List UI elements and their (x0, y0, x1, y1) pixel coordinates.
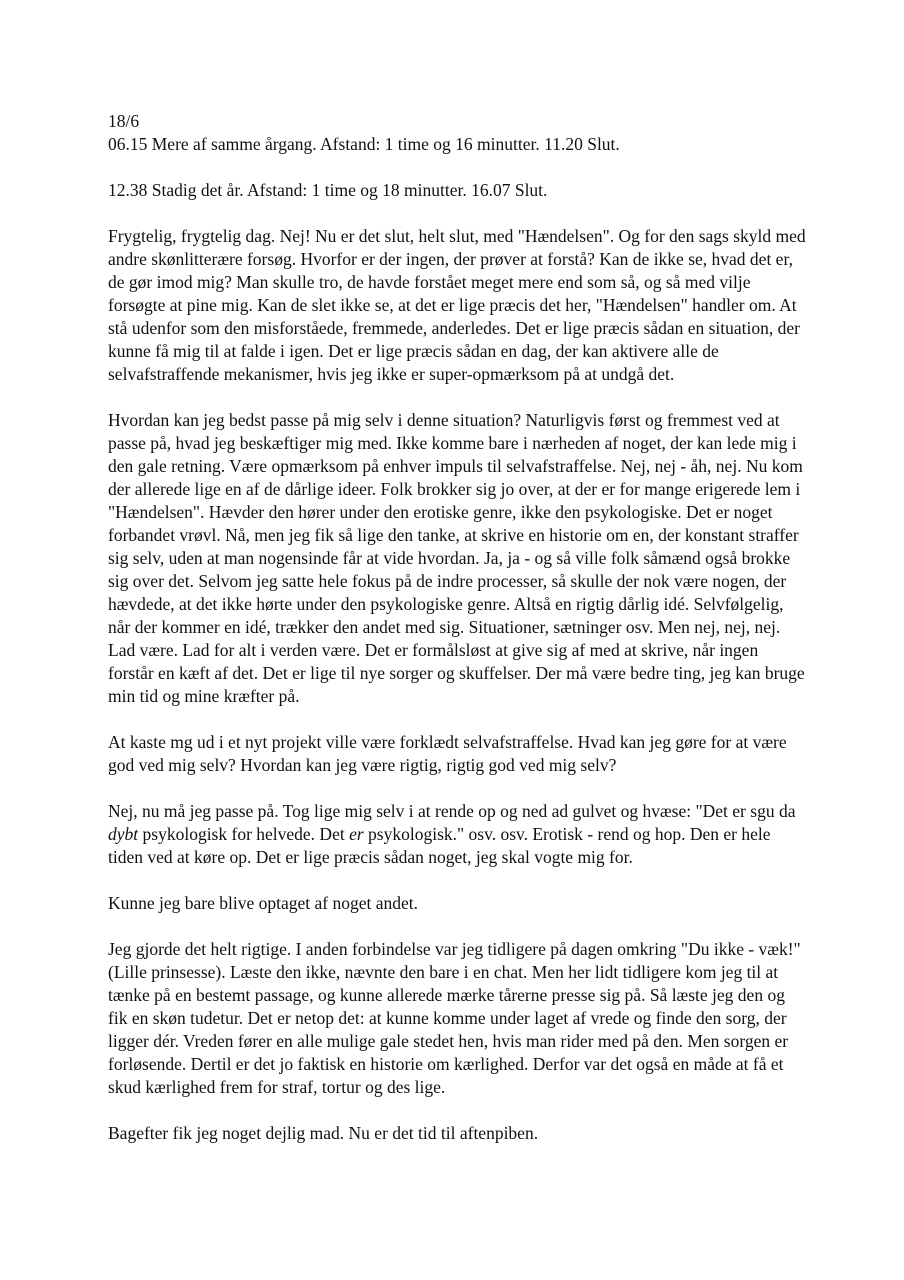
paragraph-7: Bagefter fik jeg noget dejlig mad. Nu er det tid til aftenpiben. (108, 1123, 539, 1143)
log-line-1: 06.15 Mere af samme årgang. Afstand: 1 time og 16 minutter. 11.20 Slut. (108, 134, 620, 154)
paragraph-4-part-e: psykologisk." osv. osv. Erotisk - rend og hop. Den er hele tiden ved at køre op. Det er lige præcis sådan noget, jeg skal vogte mig for. (108, 824, 771, 867)
paragraph-6: Jeg gjorde det helt rigtige. I anden forbindelse var jeg tidligere på dagen omkring "Du ikke - væk!" (Lille prinsesse). Læste den ikke, nævnte den bare i en chat. Men her lidt tidligere kom jeg til at tænke på en bestemt passage, og kunne allerede mærke tårerne presse sig på. Så læste jeg den og fik en skøn tudetur. Det er netop det: at kunne komme under laget af vrede og finde den sorg, der ligger dér. Vreden fører en alle mulige gale stedet hen, hvis man rider med på den. Men sorgen er forløsende. Dertil er det jo faktisk en historie om kærlighed. Derfor var det også en måde at få et skud kærlighed frem for straf, tortur og des lige. (108, 939, 801, 1097)
paragraph-2: Hvordan kan jeg bedst passe på mig selv i denne situation? Naturligvis først og fremmest ved at passe på, hvad jeg beskæftiger mig med. Ikke komme bare i nærheden af noget, der kan lede mig i den gale retning. Være opmærksom på enhver impuls til selvafstraffelse. Nej, nej - åh, nej. Nu kom der allerede lige en af de dårlige ideer. Folk brokker sig jo over, at der er for mange erigerede lem i "Hændelsen". Hævder den hører under den erotiske genre, ikke den psykologiske. Det er noget forbandet vrøvl. Nå, men jeg fik så lige den tanke, at skrive en historie om en, der konstant straffer sig selv, uden at man nogensinde får at vide hvordan. Ja, ja - og så ville folk såmænd også brokke sig over det. Selvom jeg satte hele fokus på de indre processer, så skulle der nok være nogen, der hævdede, at det ikke hørte under den psykologiske genre. Altså en rigtig dårlig idé. Selvfølgelig, når der kommer en idé, trækker den andet med sig. Situationer, sætninger osv. Men nej, nej, nej. Lad være. Lad for alt i verden være. Det er formålsløst at give sig af med at skrive, når ingen forstår en kæft af det. Det er lige til nye sorger og skuffelser. Der må være bedre ting, jeg kan bruge min tid og mine kræfter på. (108, 410, 805, 706)
paragraph-3: At kaste mg ud i et nyt projekt ville være forklædt selvafstraffelse. Hvad kan jeg gøre for at være god ved mig selv? Hvordan kan jeg være rigtig, rigtig god ved mig selv? (108, 732, 787, 775)
emphasis-er: er (349, 824, 364, 844)
paragraph-4 (108, 800, 808, 869)
paragraph-4-part-c: psykologisk for helvede. Det (138, 824, 350, 844)
paragraph-4-part-a: Nej, nu må jeg passe på. Tog lige mig selv i at rende op og ned ad gulvet og hvæse: "Det er sgu da (108, 801, 796, 821)
entry-date: 18/6 (108, 111, 140, 131)
paragraph-1: Frygtelig, frygtelig dag. Nej! Nu er det slut, helt slut, med "Hændelsen". Og for den sags skyld med andre skønlitterære forsøg. Hvorfor er der ingen, der prøver at forstå? Kan de ikke se, hvad det er, de gør imod mig? Man skulle tro, de havde forstået meget mere end som så, og så med vilje forsøgte at pine mig. Kan de slet ikke se, at det er lige præcis det her, "Hændelsen" handler om. At stå udenfor som den misforståede, fremmede, anderledes. Det er lige præcis sådan en situation, der kunne få mig til at falde i igen. Det er lige præcis sådan en dag, der kan aktivere alle de selvafstraffende mekanismer, hvis jeg ikke er super-opmærksom på at undgå det. (108, 226, 806, 384)
paragraph-5: Kunne jeg bare blive optaget af noget andet. (108, 893, 419, 913)
log-line-2: 12.38 Stadig det år. Afstand: 1 time og 18 minutter. 16.07 Slut. (108, 180, 548, 200)
emphasis-dybt: dybt (108, 824, 139, 844)
diary-page (108, 110, 808, 1168)
